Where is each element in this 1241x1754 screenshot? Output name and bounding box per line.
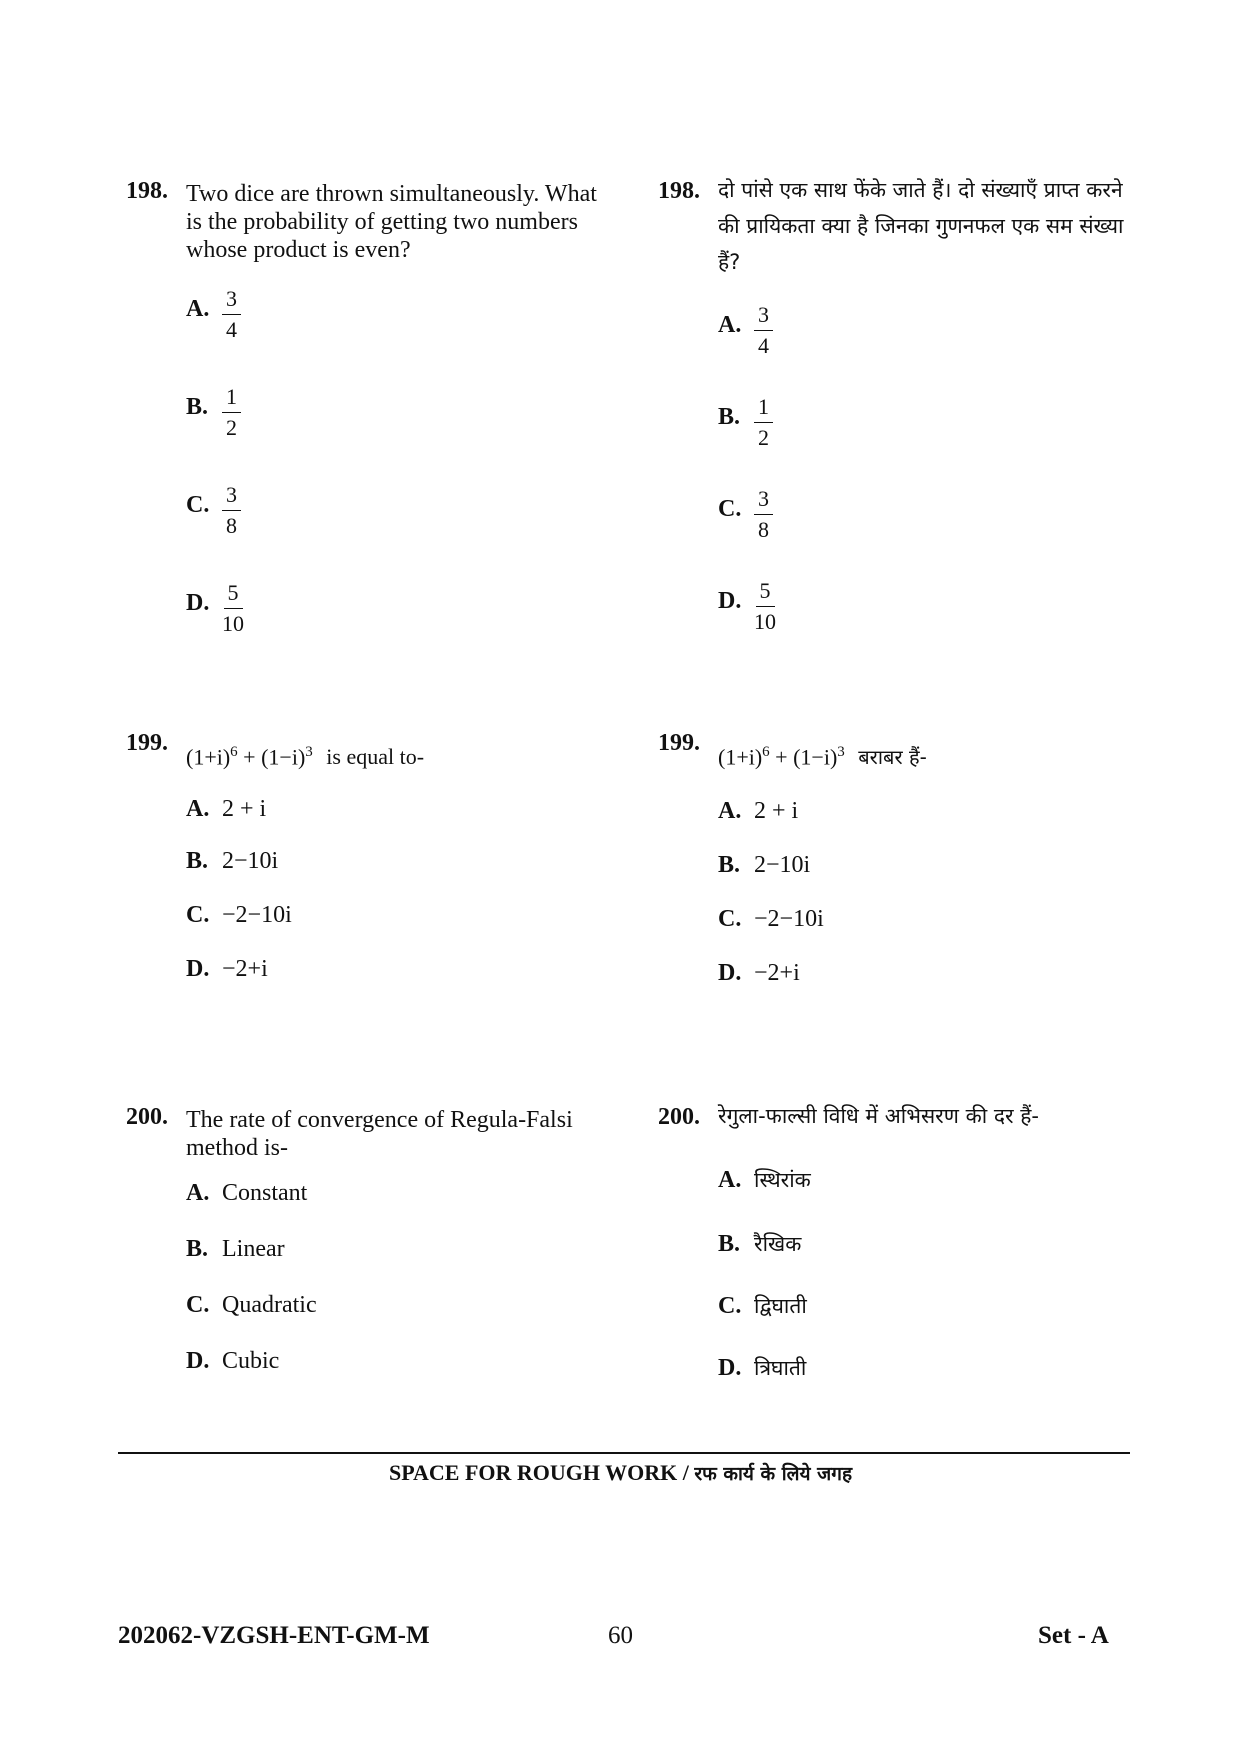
plus-sign: +	[775, 744, 788, 770]
denominator: 8	[758, 517, 769, 542]
option-label: D.	[718, 960, 742, 986]
question-text: The rate of convergence of Regula-Falsi method is-	[186, 1107, 573, 1161]
option-label: C.	[186, 1292, 210, 1318]
option-label: B.	[186, 1236, 209, 1262]
option-d	[718, 578, 776, 634]
numerator: 1	[754, 392, 773, 423]
rough-work-divider	[118, 1452, 1130, 1454]
option-label: A.	[718, 798, 742, 824]
option-value: Cubic	[222, 1348, 280, 1374]
plus-sign: +	[243, 744, 256, 770]
option-a	[718, 302, 769, 358]
option-value: Linear	[222, 1236, 285, 1262]
option-a	[718, 1166, 811, 1194]
denominator: 2	[758, 425, 769, 450]
option-value: −2−10i	[222, 902, 292, 928]
denominator: 10	[222, 611, 244, 636]
numerator: 3	[222, 284, 241, 315]
denominator: 4	[226, 317, 237, 342]
option-label: A.	[718, 1167, 742, 1193]
option-a	[718, 798, 798, 825]
option-b	[186, 1236, 285, 1263]
option-b	[718, 394, 769, 450]
numerator: 3	[754, 484, 773, 515]
page-number: 60	[608, 1622, 633, 1649]
option-label: B.	[718, 404, 741, 430]
option-label: C.	[186, 492, 210, 518]
fraction	[754, 576, 776, 637]
option-c	[718, 1292, 807, 1320]
option-value: द्विघाती	[754, 1294, 807, 1318]
option-value: −2+i	[754, 960, 800, 986]
fraction	[222, 578, 244, 639]
option-label: B.	[718, 852, 741, 878]
rough-work-heading	[0, 1460, 1241, 1486]
option-b	[718, 852, 810, 879]
question-expression	[186, 738, 606, 771]
question-text: रेगुला-फाल्सी विधि में अभिसरण की दर हैं-	[718, 1104, 1039, 1128]
option-c	[718, 906, 824, 933]
numerator: 5	[756, 576, 775, 607]
option-c	[186, 1292, 317, 1319]
option-label: D.	[186, 956, 210, 982]
denominator: 2	[226, 415, 237, 440]
option-a	[186, 796, 266, 823]
option-value: रैखिक	[754, 1232, 802, 1256]
question-expression	[718, 738, 1138, 771]
term-b: (1−i)	[261, 744, 306, 770]
set-label: Set - A	[1038, 1622, 1109, 1649]
option-value: 2 + i	[754, 798, 799, 824]
fraction	[222, 480, 241, 541]
question-number: 199.	[658, 730, 700, 756]
numerator: 5	[224, 578, 243, 609]
option-label: A.	[186, 1180, 210, 1206]
option-label: C.	[186, 902, 210, 928]
denominator: 4	[758, 333, 769, 358]
question-number: 199.	[126, 730, 168, 756]
option-a	[186, 286, 237, 342]
question-tail: is equal to-	[326, 744, 425, 770]
term-a: (1+i)	[186, 744, 231, 770]
option-value: स्थिरांक	[754, 1168, 811, 1192]
option-a	[186, 1180, 307, 1207]
option-value: 2−10i	[754, 852, 811, 878]
hindi-column	[658, 178, 1128, 1408]
fraction	[754, 392, 773, 453]
fraction	[754, 300, 773, 361]
option-c	[718, 486, 769, 542]
exponent-a: 6	[230, 744, 238, 760]
option-label: D.	[718, 588, 742, 614]
option-value: 2 + i	[222, 796, 267, 822]
option-label: A.	[186, 296, 210, 322]
option-label: B.	[186, 394, 209, 420]
question-number: 198.	[658, 178, 700, 204]
question-number: 200.	[126, 1104, 168, 1130]
option-d	[718, 1354, 806, 1382]
option-label: A.	[186, 796, 210, 822]
question-text: दो पांसे एक साथ फेंके जाते हैं। दो संख्याएँ प्राप्त करने की प्रायिकता क्या है जिनका गुणनफल एक सम संख्या हैं?	[718, 178, 1124, 274]
option-label: D.	[718, 1355, 742, 1381]
denominator: 8	[226, 513, 237, 538]
option-c	[186, 482, 237, 538]
option-label: B.	[186, 848, 209, 874]
fraction	[754, 484, 773, 545]
option-value: त्रिघाती	[754, 1356, 807, 1380]
denominator: 10	[754, 609, 776, 634]
question-tail: बराबर हैं-	[858, 745, 927, 770]
question-number: 198.	[126, 178, 168, 204]
paper-code: 202062-VZGSH-ENT-GM-M	[118, 1622, 430, 1649]
fraction	[222, 382, 241, 443]
fraction	[222, 284, 241, 345]
question-text: Two dice are thrown simultaneously. What is the probability of getting two numbers whose product is even?	[186, 181, 597, 263]
option-label: C.	[718, 906, 742, 932]
option-label: A.	[718, 312, 742, 338]
option-label: D.	[186, 1348, 210, 1374]
option-value: −2+i	[222, 956, 268, 982]
question-number: 200.	[658, 1104, 700, 1130]
exponent-a: 6	[762, 744, 770, 760]
option-label: C.	[718, 1293, 742, 1319]
english-column	[126, 178, 596, 1408]
option-value: −2−10i	[754, 906, 824, 932]
option-d	[186, 580, 244, 636]
option-label: B.	[718, 1231, 741, 1257]
option-d	[186, 956, 268, 983]
option-value: Constant	[222, 1180, 308, 1206]
numerator: 3	[222, 480, 241, 511]
numerator: 1	[222, 382, 241, 413]
rough-work-hi: रफ कार्य के लिये जगह	[694, 1463, 853, 1485]
option-label: D.	[186, 590, 210, 616]
term-b: (1−i)	[793, 744, 838, 770]
option-d	[186, 1348, 279, 1375]
option-d	[718, 960, 800, 987]
exponent-b: 3	[837, 744, 845, 760]
option-c	[186, 902, 292, 929]
option-value: Quadratic	[222, 1292, 317, 1318]
exponent-b: 3	[305, 744, 313, 760]
option-label: C.	[718, 496, 742, 522]
option-value: 2−10i	[222, 848, 279, 874]
numerator: 3	[754, 300, 773, 331]
term-a: (1+i)	[718, 744, 763, 770]
option-b	[718, 1230, 801, 1258]
option-b	[186, 848, 278, 875]
option-b	[186, 384, 237, 440]
rough-work-en: SPACE FOR ROUGH WORK /	[388, 1460, 689, 1485]
